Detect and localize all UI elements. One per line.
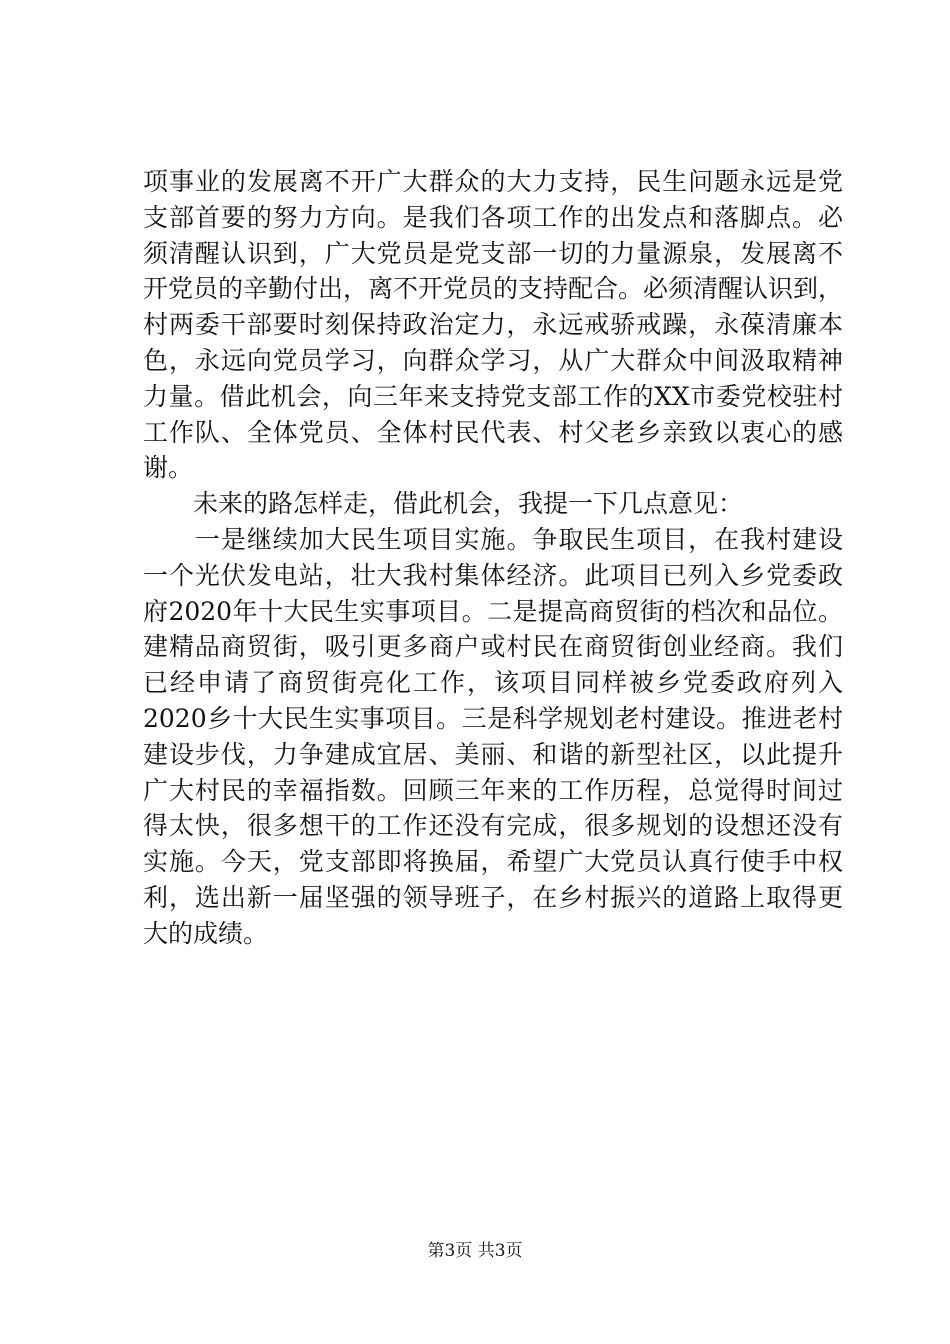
text-line: 建精品商贸街，吸引更多商户或村民在商贸街创业经商。我们: [143, 632, 843, 662]
text-line: 利，选出新一届坚强的领导班子，在乡村振兴的道路上取得更: [143, 882, 843, 912]
text-line: 村两委干部要时刻保持政治定力，永远戒骄戒躁，永葆清廉本: [143, 310, 843, 340]
text-line: 实施。今天，党支部即将换届，希望广大党员认真行使手中权: [143, 847, 843, 877]
text-line: 谢。: [143, 453, 194, 483]
text-line: 须清醒认识到，广大党员是党支部一切的力量源泉，发展离不: [143, 238, 843, 268]
text-line: 开党员的辛勤付出，离不开党员的支持配合。必须清醒认识到，: [143, 274, 844, 304]
text-line: 支部首要的努力方向。是我们各项工作的出发点和落脚点。必: [143, 202, 843, 232]
page-footer: 第3页 共3页: [427, 1241, 523, 1261]
text-line: 一是继续加大民生项目实施。争取民生项目，在我村建设: [143, 524, 843, 554]
text-line: 得太快，很多想干的工作还没有完成，很多规划的设想还没有: [143, 811, 843, 841]
text-line: 建设步伐，力争建成宜居、美丽、和谐的新型社区，以此提升: [143, 739, 843, 769]
text-line: 工作队、全体党员、全体村民代表、村父老乡亲致以衷心的感: [143, 417, 843, 447]
body-text: [143, 164, 843, 952]
text-line: 大的成绩。: [143, 918, 269, 948]
text-line: 一个光伏发电站，壮大我村集体经济。此项目已列入乡党委政: [143, 560, 843, 590]
text-line: 力量。借此机会，向三年来支持党支部工作的XX市委党校驻村: [143, 381, 843, 411]
text-line: 府2020年十大民生实事项目。二是提高商贸街的档次和品位。: [143, 596, 843, 626]
text-line: 2020乡十大民生实事项目。三是科学规划老村建设。推进老村: [143, 703, 843, 733]
text-line: 色，永远向党员学习，向群众学习，从广大群众中间汲取精神: [143, 345, 843, 375]
text-line: 未来的路怎样走，借此机会，我提一下几点意见：: [143, 489, 744, 519]
text-line: 广大村民的幸福指数。回顾三年来的工作历程，总觉得时间过: [143, 775, 843, 805]
text-line: 已经申请了商贸街亮化工作，该项目同样被乡党委政府列入: [143, 668, 843, 698]
text-line: 项事业的发展离不开广大群众的大力支持，民生问题永远是党: [143, 167, 843, 196]
